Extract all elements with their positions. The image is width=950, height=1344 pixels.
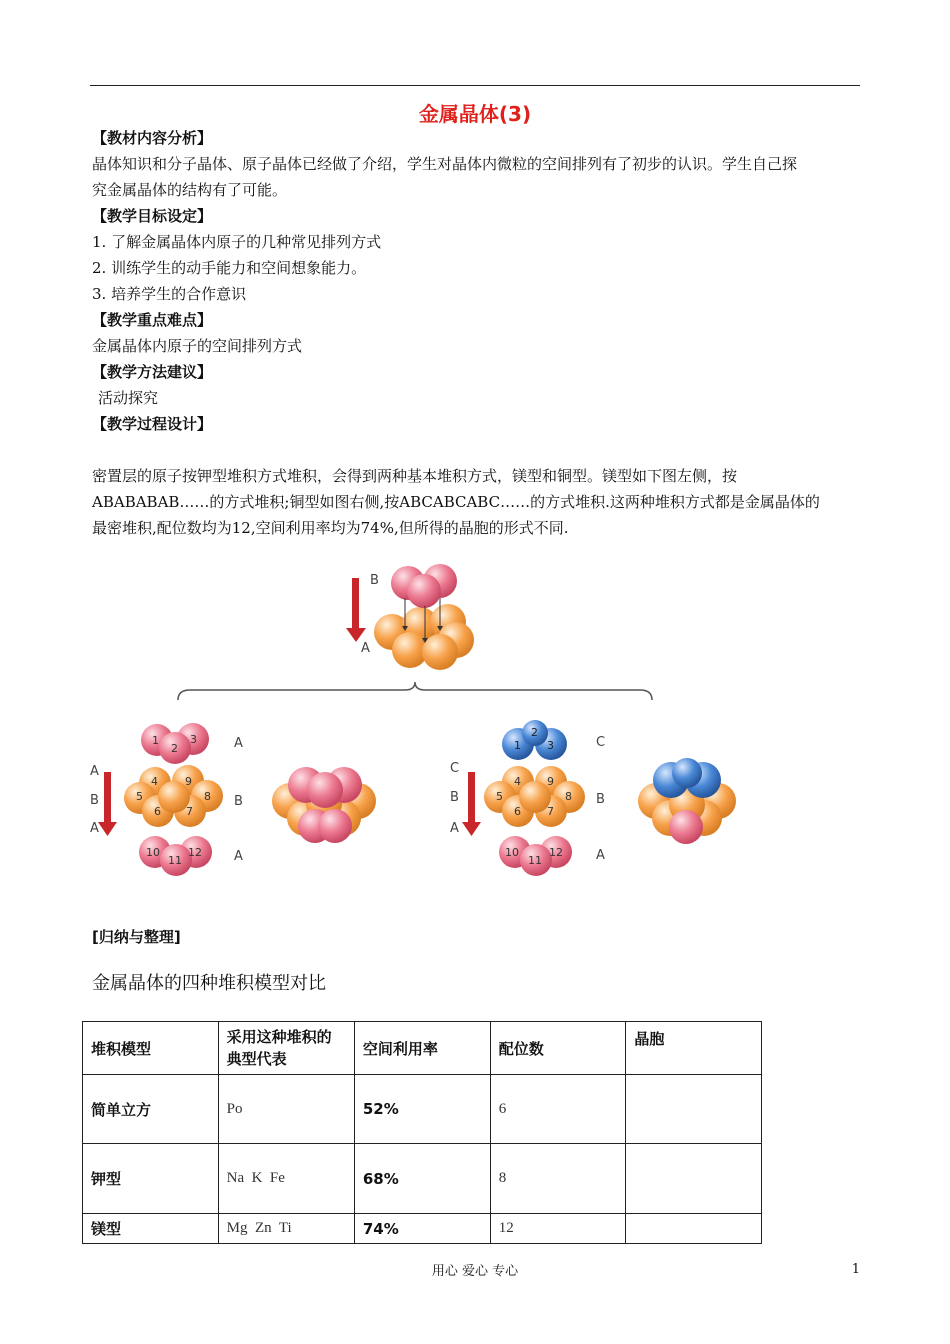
left-num-11: 11	[168, 854, 182, 867]
left-arrow-label-3: A	[90, 821, 99, 836]
cell-coordination: 6	[490, 1075, 626, 1144]
brace	[178, 682, 652, 700]
goal-1: 1. 了解金属晶体内原子的几种常见排列方式	[92, 233, 382, 251]
top-label-a: A	[361, 641, 370, 656]
heading-process: 【教学过程设计】	[92, 415, 213, 433]
right-num-6: 6	[514, 805, 521, 818]
right-num-7: 7	[547, 805, 554, 818]
heading-summary: [归纳与整理]	[92, 928, 181, 946]
right-assembled-cluster	[638, 758, 736, 844]
table-row	[83, 1075, 762, 1144]
table-row	[83, 1144, 762, 1214]
left-num-5: 5	[136, 790, 143, 803]
header-utilization: 空间利用率	[354, 1022, 490, 1075]
top-stack-diagram	[346, 564, 474, 670]
left-arrow-label-1: A	[90, 764, 99, 779]
cell-utilization: 74%	[354, 1214, 490, 1244]
left-num-1: 1	[152, 734, 159, 747]
heading-analysis: 【教材内容分析】	[92, 129, 213, 147]
cell-unit-cell	[626, 1214, 762, 1244]
cell-utilization: 52%	[354, 1075, 490, 1144]
page-title: 金属晶体(3)	[418, 102, 532, 126]
right-arrow-label-2: B	[450, 790, 459, 805]
right-num-5: 5	[496, 790, 503, 803]
cell-example: Po	[218, 1075, 354, 1144]
goal-2: 2. 训练学生的动手能力和空间想象能力。	[92, 259, 367, 277]
top-arrow-shaft	[352, 578, 359, 628]
comparison-table	[82, 1021, 762, 1244]
right-num-3: 3	[547, 739, 554, 752]
process-line-2: ABABABAB……的方式堆积;铜型如图右侧,按ABCABCABC……的方式堆积.这两种堆积方式都是金属晶体的	[92, 493, 820, 511]
heading-goals: 【教学目标设定】	[92, 207, 213, 225]
table-row	[83, 1214, 762, 1244]
left-arrow-head	[98, 822, 117, 836]
table-caption: 金属晶体的四种堆积模型对比	[92, 973, 326, 994]
right-layer-label-top: C	[596, 735, 606, 750]
right-num-4: 4	[514, 775, 521, 788]
footer-text: 用心 爱心 专心	[431, 1264, 519, 1279]
cell-model: 简单立方	[83, 1075, 219, 1144]
cell-unit-cell	[626, 1075, 762, 1144]
right-num-8: 8	[565, 790, 572, 803]
cell-model: 钾型	[83, 1144, 219, 1214]
right-layer-label-mid: B	[596, 792, 605, 807]
left-arrow-shaft	[104, 772, 111, 822]
left-num-6: 6	[154, 805, 161, 818]
goal-3: 3. 培养学生的合作意识	[92, 285, 247, 303]
header-coordination: 配位数	[490, 1022, 626, 1075]
process-line-1: 密置层的原子按钾型堆积方式堆积，会得到两种基本堆积方式，镁型和铜型。镁型如下图左侧，按	[92, 467, 738, 485]
header-model: 堆积模型	[83, 1022, 219, 1075]
left-layer-label-top: A	[234, 736, 243, 751]
right-num-1: 1	[514, 739, 521, 752]
right-num-12: 12	[549, 846, 563, 859]
left-num-3: 3	[190, 733, 197, 746]
top-label-b: B	[370, 573, 379, 588]
cell-coordination: 8	[490, 1144, 626, 1214]
left-num-10: 10	[146, 846, 160, 859]
header-unit-cell: 晶胞	[626, 1022, 762, 1075]
cell-coordination: 12	[490, 1214, 626, 1244]
method-text: 活动探究	[98, 389, 159, 407]
left-assembled-cluster	[272, 767, 376, 843]
left-num-12: 12	[188, 846, 202, 859]
cell-example: Mg Zn Ti	[218, 1214, 354, 1244]
stacking-figure	[0, 555, 950, 890]
top-arrow-head	[346, 628, 366, 642]
cell-model: 镁型	[83, 1214, 219, 1244]
left-num-9: 9	[185, 775, 192, 788]
right-arrow-label-3: A	[450, 821, 459, 836]
right-num-2: 2	[531, 726, 538, 739]
heading-focus: 【教学重点难点】	[92, 311, 213, 329]
left-num-8: 8	[204, 790, 211, 803]
header-rule	[90, 85, 860, 86]
left-exploded-diagram	[90, 723, 243, 876]
header-example: 采用这种堆积的典型代表	[218, 1022, 354, 1075]
left-num-7: 7	[186, 805, 193, 818]
cell-unit-cell	[626, 1144, 762, 1214]
table-header-row	[83, 1022, 762, 1075]
analysis-line-1: 晶体知识和分子晶体、原子晶体已经做了介绍，学生对晶体内微粒的空间排列有了初步的认识。学生自己探	[92, 155, 798, 173]
focus-text: 金属晶体内原子的空间排列方式	[92, 337, 303, 355]
cell-utilization: 68%	[354, 1144, 490, 1214]
right-arrow-head	[462, 822, 481, 836]
process-line-3: 最密堆积,配位数均为12,空间利用率均为74%,但所得的晶胞的形式不同.	[92, 519, 569, 537]
heading-method: 【教学方法建议】	[92, 363, 213, 381]
right-num-10: 10	[505, 846, 519, 859]
right-exploded-diagram	[450, 720, 605, 876]
left-layer-label-mid: B	[234, 794, 243, 809]
right-num-11: 11	[528, 854, 542, 867]
right-arrow-shaft	[468, 772, 475, 822]
left-num-2: 2	[171, 742, 178, 755]
right-arrow-label-1: C	[450, 761, 460, 776]
left-num-4: 4	[151, 775, 158, 788]
left-arrow-label-2: B	[90, 793, 99, 808]
cell-example: Na K Fe	[218, 1144, 354, 1214]
right-num-9: 9	[547, 775, 554, 788]
left-layer-label-bot: A	[234, 849, 243, 864]
analysis-line-2: 究金属晶体的结构有了可能。	[92, 181, 288, 199]
right-layer-label-bot: A	[596, 848, 605, 863]
page-number: 1	[851, 1262, 860, 1277]
